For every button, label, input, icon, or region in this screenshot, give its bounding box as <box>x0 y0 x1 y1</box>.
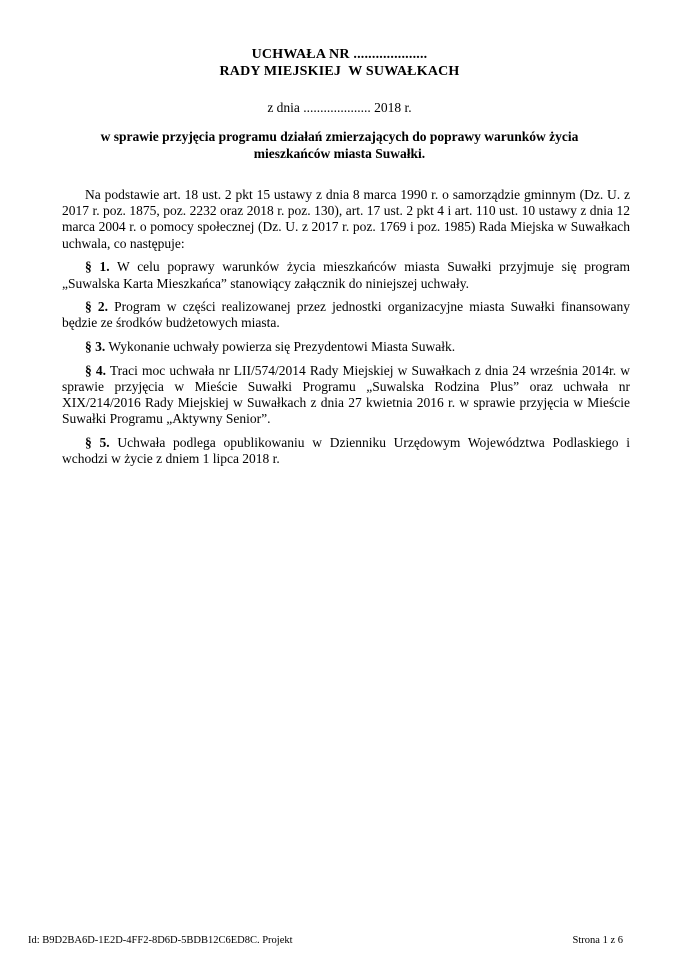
document-footer <box>28 935 623 947</box>
section-text-1: W celu poprawy warunków życia mieszkańców miasta Suwałki przyjmuje się program „Suwalska Karta Mieszkańca” stanowiący załącznik do niniejszej uchwały. <box>62 259 630 291</box>
section-marker-1: § 1. <box>85 259 110 275</box>
preamble-paragraph: Na podstawie art. 18 ust. 2 pkt 15 ustawy z dnia 8 marca 1990 r. o samorządzie gminnym (Dz. U. z 2017 r. poz. 1875, poz. 2232 oraz 2018 r. poz. 130), art. 17 ust. 2 pkt 4 i art. 110 ust. 10 ustawy z dnia 12 marca 2004 r. o pomocy społecznej (Dz. U. z 2017 r. poz. 1769 i poz. 1985) Rada Miejska w Suwałkach uchwala, co następuje: <box>62 187 630 251</box>
section-text-2: Program w części realizowanej przez jednostki organizacyjne miasta Suwałki finansowany będzie ze środków budżetowych miasta. <box>62 299 631 331</box>
document-body <box>62 187 630 468</box>
section-text-3: Wykonanie uchwały powierza się Prezydentowi Miasta Suwałk. <box>105 339 456 355</box>
resolution-subject: w sprawie przyjęcia programu działań zmierzających do poprawy warunków życia mieszkańców miasta Suwałki. <box>100 129 579 161</box>
council-name-line: RADY MIEJSKIEJ W SUWAŁKACH <box>219 64 460 79</box>
section-marker-4: § 4. <box>85 362 106 378</box>
page-indicator: Strona 1 z 6 <box>572 935 623 946</box>
section-paragraph-2 <box>62 299 630 331</box>
document-id: Id: B9D2BA6D-1E2D-4FF2-8D6D-5BDB12C6ED8C. Projekt <box>28 935 293 946</box>
section-paragraph-1 <box>62 259 630 291</box>
section-paragraph-3 <box>62 339 630 355</box>
section-marker-3: § 3. <box>85 339 106 355</box>
section-text-4: Traci moc uchwała nr LII/574/2014 Rady Miejskiej w Suwałkach z dnia 24 września 2014r. w sprawie przyjęcia w Mieście Suwałki Programu „Suwalska Rodzina Plus” oraz uchwała nr XIX/214/2016 Rady Miejskiej w Suwałkach z dnia 27 kwietnia 2016 r. w sprawie przyjęcia w Mieście Suwałki Programu „Aktywny Senior”. <box>62 362 630 427</box>
section-marker-2: § 2. <box>85 299 108 315</box>
document-header <box>0 0 679 162</box>
resolution-date-line: z dnia .................... 2018 r. <box>267 100 412 115</box>
resolution-number-line: UCHWAŁA NR .................... <box>251 47 428 62</box>
section-marker-5: § 5. <box>85 435 110 451</box>
section-paragraph-4 <box>62 363 630 428</box>
section-text-5: Uchwała podlega opublikowaniu w Dzienniku Urzędowym Województwa Podlaskiego i wchodzi w życie z dniem 1 lipca 2018 r. <box>62 435 630 467</box>
section-paragraph-5 <box>62 435 630 467</box>
